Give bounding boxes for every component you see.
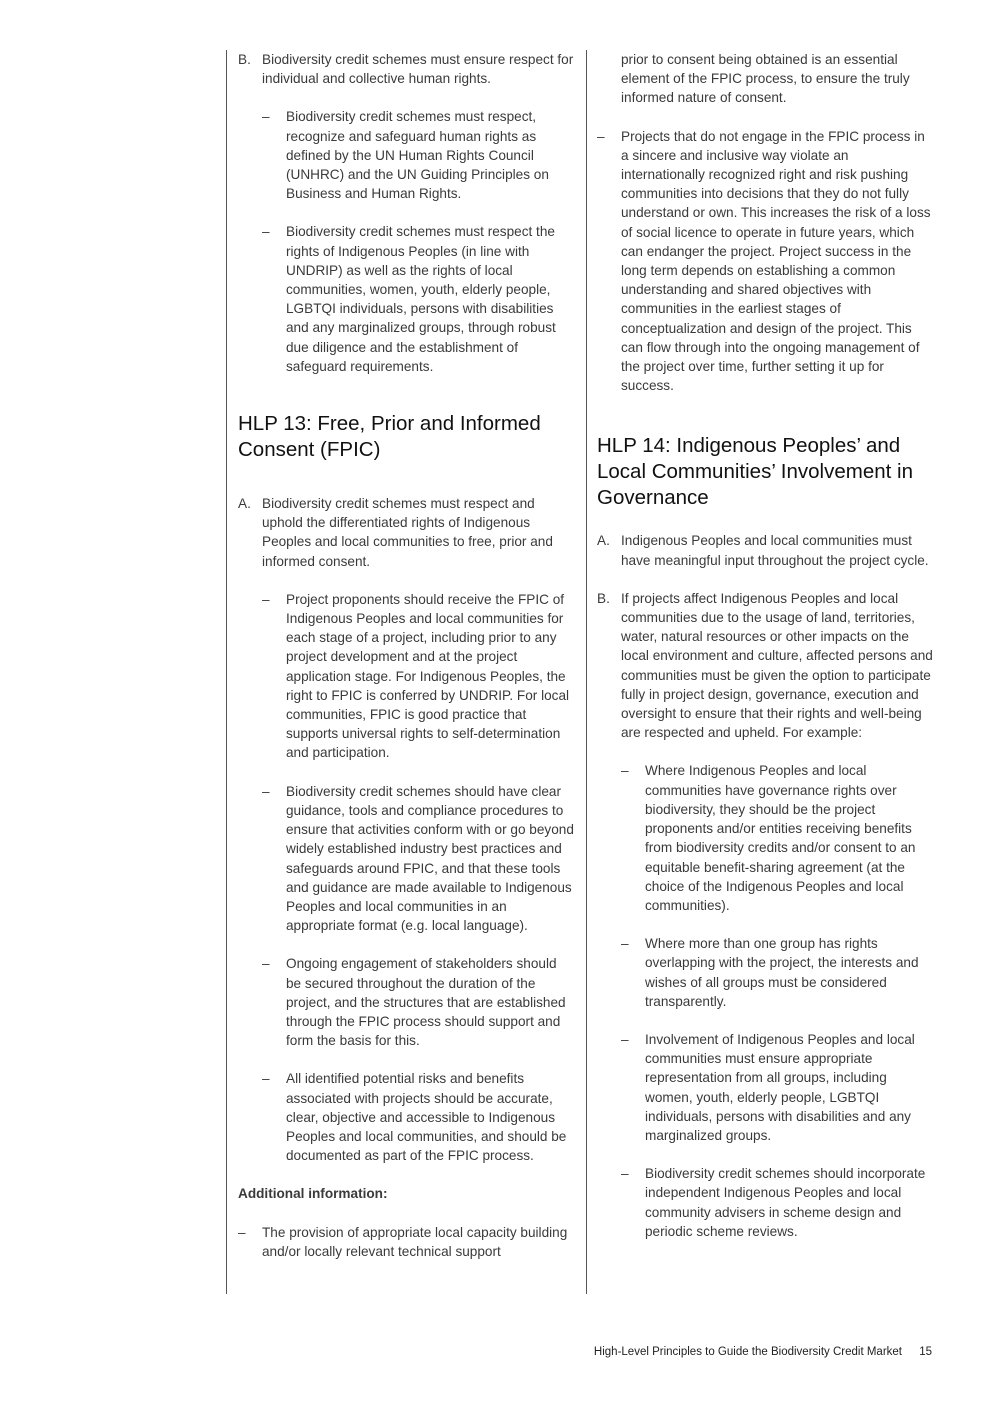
list-marker: A. — [238, 496, 251, 512]
hlp14-b-bullet-4 — [597, 1164, 934, 1241]
dash-marker: – — [262, 109, 270, 125]
column-rule-middle — [586, 50, 587, 1294]
dash-marker: – — [262, 591, 270, 607]
hlp12-item-b — [238, 50, 575, 88]
bullet-text: Where more than one group has rights overlapping with the project, the interests and wishes of all groups must be considered transparently. — [645, 936, 919, 1009]
bullet-text: Biodiversity credit schemes must respect, recognize and safeguard human rights as defined by the UN Human Rights Council (UNHRC) and the UN Guiding Principles on Business and Human Rights. — [286, 109, 549, 202]
left-column — [238, 50, 575, 1261]
dash-marker: – — [621, 1031, 629, 1047]
bullet-text: Ongoing engagement of stakeholders should be secured throughout the duration of the project, and the structures that are established through the FPIC process should support and form the basis for this. — [286, 956, 566, 1049]
bullet-text: Biodiversity credit schemes should incorporate independent Indigenous Peoples and local community advisers in scheme design and periodic scheme reviews. — [645, 1166, 926, 1239]
list-marker: B. — [238, 52, 251, 67]
footer-title: High-Level Principles to Guide the Biodiversity Credit Market — [593, 1346, 902, 1358]
page-number: 15 — [919, 1346, 932, 1358]
hlp14-b-bullet-1 — [597, 761, 934, 915]
bullet-text: Projects that do not engage in the FPIC process in a sincere and inclusive way violate an internationally recognized right and risk pushing communities into decisions that they do not fully understand or own. This increases the risk of a loss of social licence to operate in future years, which can endanger the project. Project success in the long term depends on establishing a common understanding and shared objectives with communities in the earliest stages of conceptualization and design of the project. This can flow through into the ongoing management of the project over time, further setting it up for success. — [621, 128, 931, 394]
list-item-text: Biodiversity credit schemes must ensure respect for individual and collective human rights. — [262, 52, 574, 87]
hlp13-heading: HLP 13: Free, Prior and Informed Consent (FPIC) — [238, 412, 541, 462]
bullet-text: All identified potential risks and benefits associated with projects should be accurate, clear, objective and accessible to Indigenous Peoples and local communities, and should be documented as part of the FPIC process. — [286, 1071, 567, 1164]
hlp14-b-bullet-2 — [597, 934, 934, 1011]
column-rule-left — [226, 50, 227, 1294]
bullet-text: Biodiversity credit schemes should have clear guidance, tools and compliance procedures to ensure that activities conform with or go beyond widely established industry best practices and safeguards around FPIC, and that these tools and guidance are made available to Indigenous Peoples and local communities in an appropriate format (e.g. local language). — [286, 783, 574, 934]
dash-marker: – — [621, 1166, 629, 1182]
hlp14-item-b — [597, 589, 934, 743]
bullet-text: Where Indigenous Peoples and local communities have governance rights over biodiversity, they should be the project proponents and/or entities receiving benefits from biodiversity credits and/or consent to an equitable benefit-sharing agreement (at the choice of the Indigenous Peoples and local communities). — [645, 763, 916, 913]
dash-marker: – — [262, 224, 270, 240]
dash-marker: – — [621, 936, 629, 952]
hlp12-b-bullet-2 — [238, 222, 575, 376]
additional-info-heading: Additional information: — [238, 1186, 388, 1202]
page-footer — [594, 1346, 932, 1358]
right-column — [597, 50, 934, 1241]
bullet-text: Involvement of Indigenous Peoples and local communities must ensure appropriate representation from all groups, including women, youth, elderly people, LGBTQI individuals, persons with disabilities and any marginalized groups. — [645, 1031, 915, 1143]
dash-marker: – — [262, 1071, 270, 1087]
bullet-text: The provision of appropriate local capacity building and/or locally relevant technical support — [262, 1224, 568, 1259]
bullet-text: Project proponents should receive the FPIC of Indigenous Peoples and local communities for each stage of a project, including prior to any project development and at the project application stage. For Indigenous Peoples, the right to FPIC is conferred by UNDRIP. For local communities, FPIC is good practice that supports universal rights to self-determination and participation. — [286, 591, 570, 761]
hlp14-heading: HLP 14: Indigenous Peoples’ and Local Communities’ Involvement in Governance — [597, 434, 913, 510]
hlp13-item-a — [238, 494, 575, 571]
dash-marker: – — [262, 956, 270, 972]
hlp14-b-bullet-3 — [597, 1030, 934, 1145]
list-item-text: Biodiversity credit schemes must respect and uphold the differentiated rights of Indigenous Peoples and local communities to free, prior and informed consent. — [262, 496, 553, 569]
bullet-text: Biodiversity credit schemes must respect the rights of Indigenous Peoples (in line with UNDRIP) as well as the rights of local communities, women, youth, elderly people, LGBTQI individuals, persons with disabilities and any marginalized groups, through robust due diligence and the establishment of safeguard requirements. — [286, 224, 556, 374]
list-item-text: Indigenous Peoples and local communities must have meaningful input throughout the project cycle. — [621, 533, 929, 568]
dash-marker: – — [238, 1224, 246, 1240]
hlp13-a-bullet-1 — [238, 590, 575, 763]
list-item-text: If projects affect Indigenous Peoples and local communities due to the usage of land, territories, water, natural resources or other impacts on the local environment and culture, affected persons and communities must be given the option to participate fully in project design, governance, execution and oversight to ensure that their rights and well-being are respected and upheld. For example: — [621, 590, 933, 741]
list-marker: B. — [597, 590, 610, 606]
hlp13-a-bullet-3 — [238, 954, 575, 1050]
additional-info-item-1 — [238, 1223, 575, 1261]
dash-marker: – — [597, 128, 605, 144]
additional-info-item-1-continued: prior to consent being obtained is an essential element of the FPIC process, to ensure the truly informed nature of consent. — [621, 52, 910, 106]
list-marker: A. — [597, 533, 610, 549]
additional-info-item-2 — [597, 127, 934, 396]
dash-marker: – — [262, 783, 270, 799]
hlp12-b-bullet-1 — [238, 107, 575, 203]
hlp14-item-a — [597, 531, 934, 569]
hlp13-a-bullet-4 — [238, 1069, 575, 1165]
dash-marker: – — [621, 763, 629, 779]
hlp13-a-bullet-2 — [238, 782, 575, 936]
